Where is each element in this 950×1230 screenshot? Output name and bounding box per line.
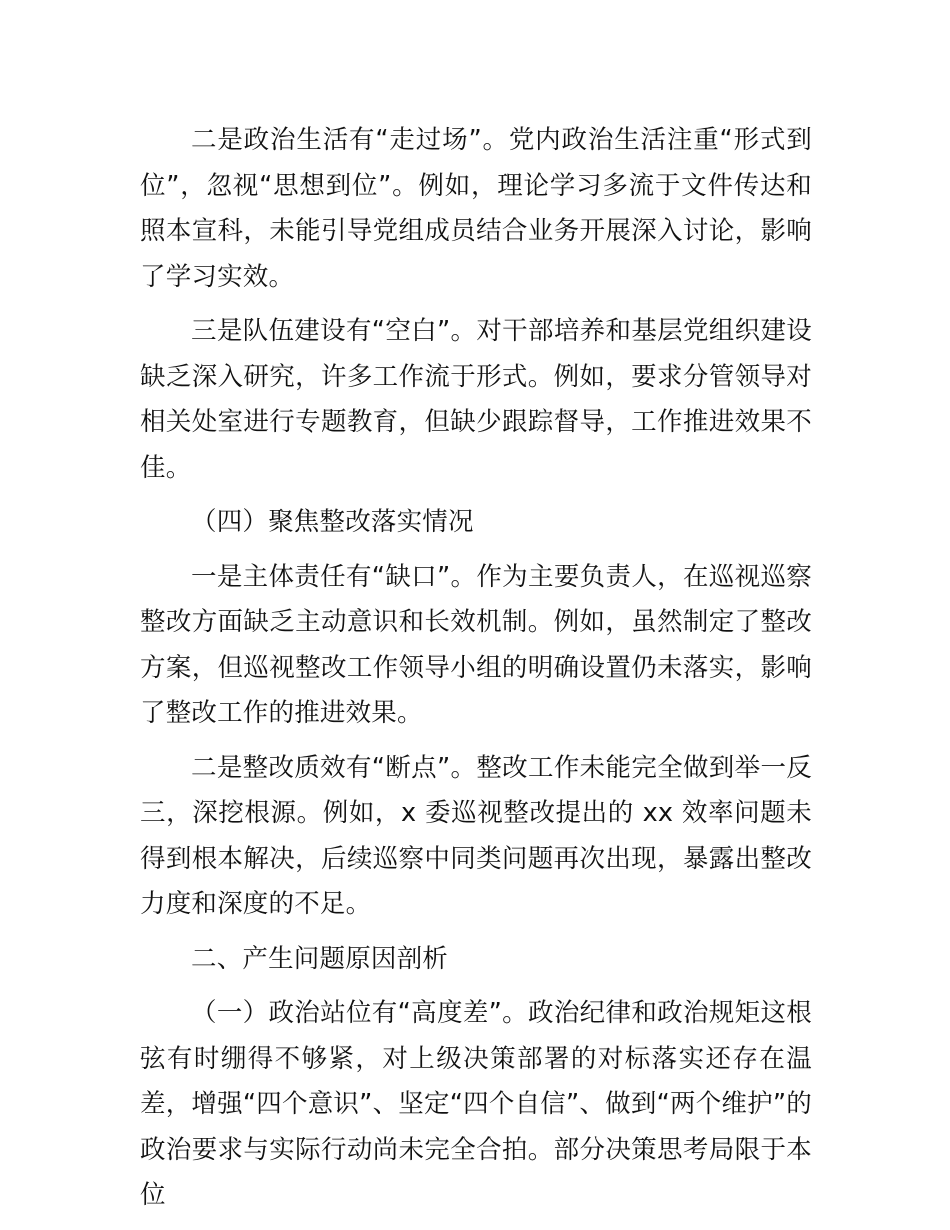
paragraph-team-building: 三是队伍建设有“空白”。对干部培养和基层党组织建设缺乏深入研究，许多工作流于形式。例如，要求分管领导对相关处室进行专题教育，但缺少跟踪督导，工作推进效果不佳。 <box>140 316 812 483</box>
section-heading-rectification: （四）聚焦整改落实情况 <box>191 507 474 537</box>
paragraph-rectification-quality: 二是整改质效有“断点”。整改工作未能完全做到举一反三，深挖根源。例如，x 委巡视整改提出的 xx 效率问题未得到根本解决，后续巡察中同类问题再次出现，暴露出整改力度和深度的不足。 <box>140 752 812 919</box>
section-heading-cause-analysis: 二、产生问题原因剖析 <box>191 943 449 974</box>
paragraph-political-stance: （一）政治站位有“高度差”。政治纪律和政治规矩这根弦有时绷得不够紧，对上级决策部署的对标落实还存在温差，增强“四个意识”、坚定“四个自信”、做到“两个维护”的政治要求与实际行动尚未完全合拍。部分决策思考局限于本位 <box>140 998 812 1210</box>
paragraph-main-responsibility: 一是主体责任有“缺口”。作为主要负责人，在巡视巡察整改方面缺乏主动意识和长效机制。例如，虽然制定了整改方案，但巡视整改工作领导小组的明确设置仍未落实，影响了整改工作的推进效果。 <box>140 561 812 728</box>
document-page <box>140 118 812 1228</box>
paragraph-political-life: 二是政治生活有“走过场”。党内政治生活注重“形式到位”，忽视“思想到位”。例如，理论学习多流于文件传达和照本宣科，未能引导党组成员结合业务开展深入讨论，影响了学习实效。 <box>140 125 812 292</box>
